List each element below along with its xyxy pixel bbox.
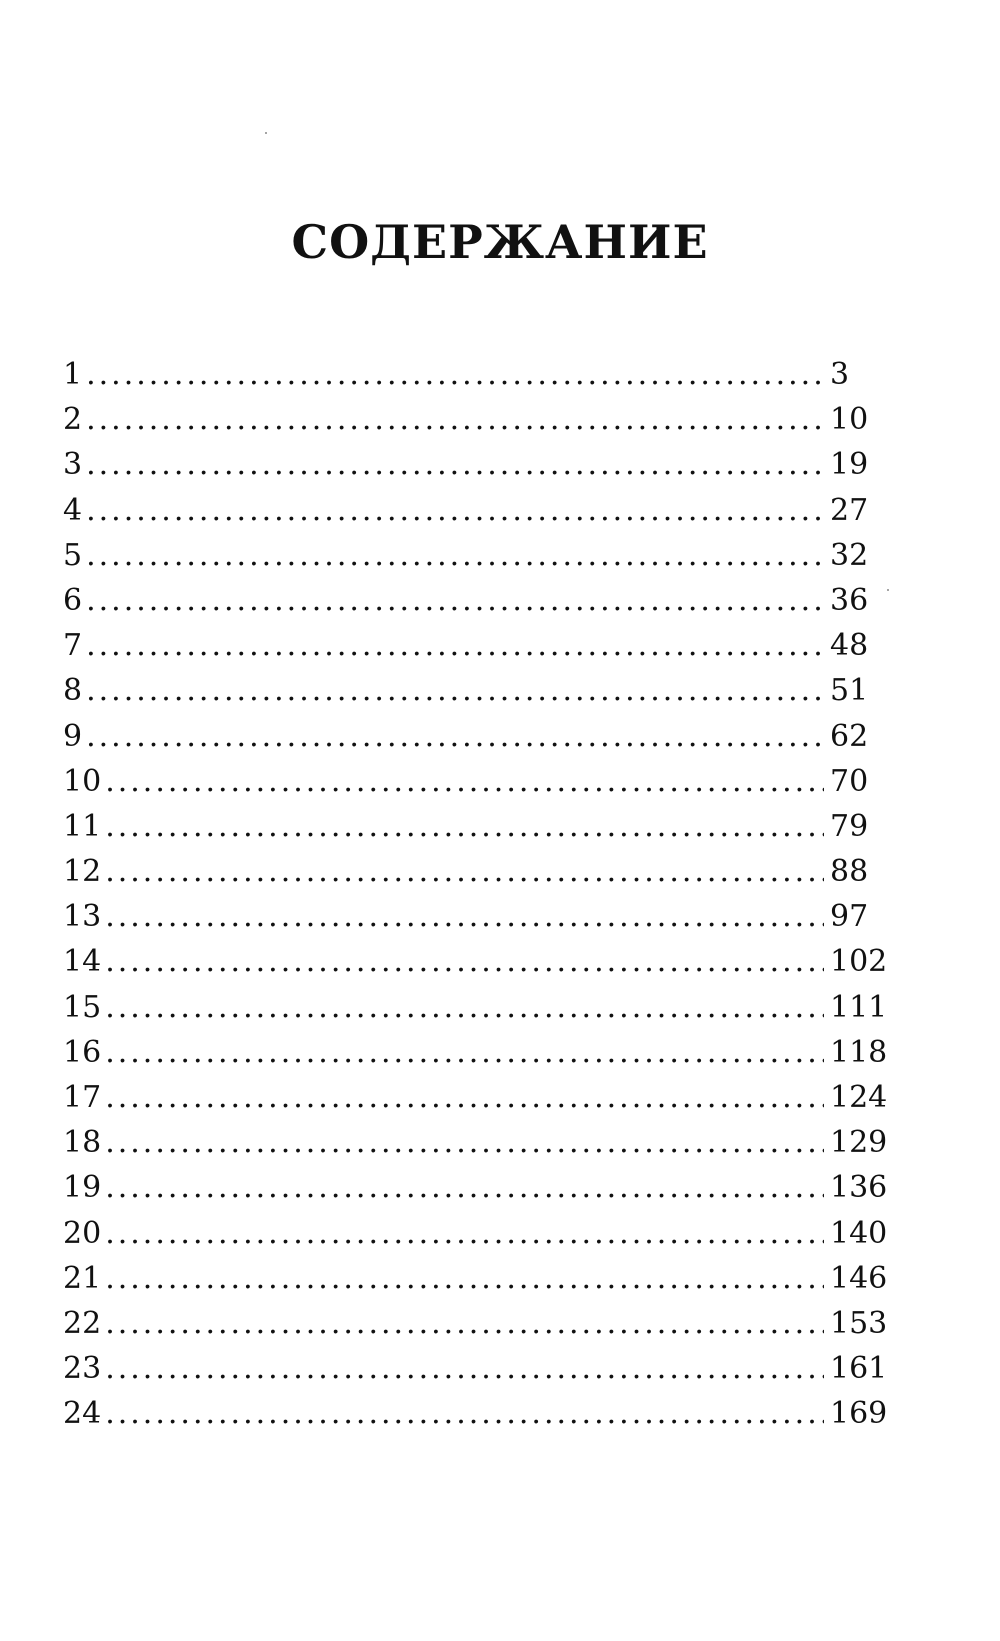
page-number: 136 [830, 1170, 888, 1206]
page-number: 48 [830, 628, 869, 664]
chapter-number: 12 [63, 854, 102, 890]
dot-leader [86, 668, 824, 713]
page-number: 27 [830, 492, 869, 528]
dot-leader [105, 1211, 824, 1256]
dot-leader [86, 533, 824, 578]
page-number: 51 [830, 673, 869, 709]
toc-entry [63, 533, 888, 578]
toc-entry [63, 759, 888, 804]
page-number: 79 [830, 808, 869, 844]
page-number: 97 [830, 899, 869, 935]
toc-entry [63, 985, 888, 1030]
toc-entry [63, 352, 888, 397]
chapter-number: 9 [63, 718, 83, 754]
dot-leader [86, 488, 824, 533]
page-number: 124 [830, 1080, 888, 1115]
chapter-number: 1 [63, 357, 83, 392]
page-number: 32 [830, 537, 869, 573]
page-title: СОДЕРЖАНИЕ [291, 215, 709, 269]
page-number: 153 [830, 1305, 888, 1341]
table-of-contents [63, 352, 888, 1437]
dot-leader [105, 1075, 824, 1120]
dot-leader [86, 352, 824, 397]
page-number: 111 [830, 989, 888, 1025]
chapter-number: 16 [63, 1034, 102, 1070]
toc-entry [63, 1075, 888, 1120]
page-number: 10 [830, 402, 869, 438]
page-number: 70 [830, 763, 869, 799]
toc-entry [63, 578, 888, 623]
chapter-number: 2 [63, 402, 83, 438]
toc-entry [63, 623, 888, 668]
dot-leader [105, 804, 824, 849]
dot-leader [86, 623, 824, 668]
chapter-number: 10 [63, 763, 102, 799]
chapter-number: 22 [63, 1305, 102, 1341]
chapter-number: 18 [63, 1125, 102, 1161]
toc-entry [63, 1120, 888, 1165]
toc-entry [63, 488, 888, 533]
chapter-number: 24 [63, 1396, 102, 1432]
dot-leader [105, 939, 824, 984]
dot-leader [105, 849, 824, 894]
dot-leader [86, 397, 824, 442]
chapter-number: 15 [63, 989, 102, 1025]
dot-leader [105, 1256, 824, 1301]
chapter-number: 20 [63, 1215, 102, 1251]
dot-leader [86, 714, 824, 759]
page-number: 62 [830, 718, 869, 754]
dot-leader [105, 1301, 824, 1346]
page-number: 3 [830, 357, 850, 392]
dot-leader [86, 442, 824, 487]
page-number: 129 [830, 1125, 888, 1161]
paper-speck [265, 132, 267, 134]
page-number: 169 [830, 1396, 888, 1432]
page-number: 146 [830, 1260, 888, 1296]
toc-entry [63, 894, 888, 939]
toc-entry [63, 849, 888, 894]
dot-leader [105, 894, 824, 939]
page-number: 118 [830, 1034, 888, 1070]
chapter-number: 11 [63, 808, 102, 844]
toc-entry [63, 714, 888, 759]
toc-entry [63, 1030, 888, 1075]
toc-entry [63, 1391, 888, 1436]
chapter-number: 3 [63, 447, 83, 483]
chapter-number: 21 [63, 1260, 102, 1296]
chapter-number: 7 [63, 628, 83, 664]
dot-leader [105, 1346, 824, 1391]
chapter-number: 8 [63, 673, 83, 709]
chapter-number: 6 [63, 582, 83, 618]
page-number: 140 [830, 1215, 888, 1251]
page-number: 102 [830, 944, 888, 980]
dot-leader [86, 578, 824, 623]
dot-leader [105, 1391, 824, 1436]
page-number: 88 [830, 854, 869, 890]
chapter-number: 13 [63, 899, 102, 935]
chapter-number: 19 [63, 1170, 102, 1206]
toc-entry [63, 939, 888, 984]
chapter-number: 23 [63, 1351, 102, 1387]
toc-entry [63, 1346, 888, 1391]
toc-entry [63, 442, 888, 487]
toc-entry [63, 1211, 888, 1256]
page-number: 161 [830, 1351, 888, 1387]
chapter-number: 5 [63, 537, 83, 573]
toc-entry [63, 668, 888, 713]
dot-leader [105, 985, 824, 1030]
chapter-number: 4 [63, 492, 83, 528]
toc-entry [63, 397, 888, 442]
toc-entry [63, 1165, 888, 1210]
chapter-number: 17 [63, 1080, 102, 1115]
dot-leader [105, 1030, 824, 1075]
page-number: 19 [830, 447, 869, 483]
chapter-number: 14 [63, 944, 102, 980]
dot-leader [105, 1120, 824, 1165]
dot-leader [105, 1165, 824, 1210]
toc-entry [63, 1256, 888, 1301]
page-number: 36 [830, 582, 869, 618]
toc-entry [63, 804, 888, 849]
dot-leader [105, 759, 824, 804]
toc-entry [63, 1301, 888, 1346]
